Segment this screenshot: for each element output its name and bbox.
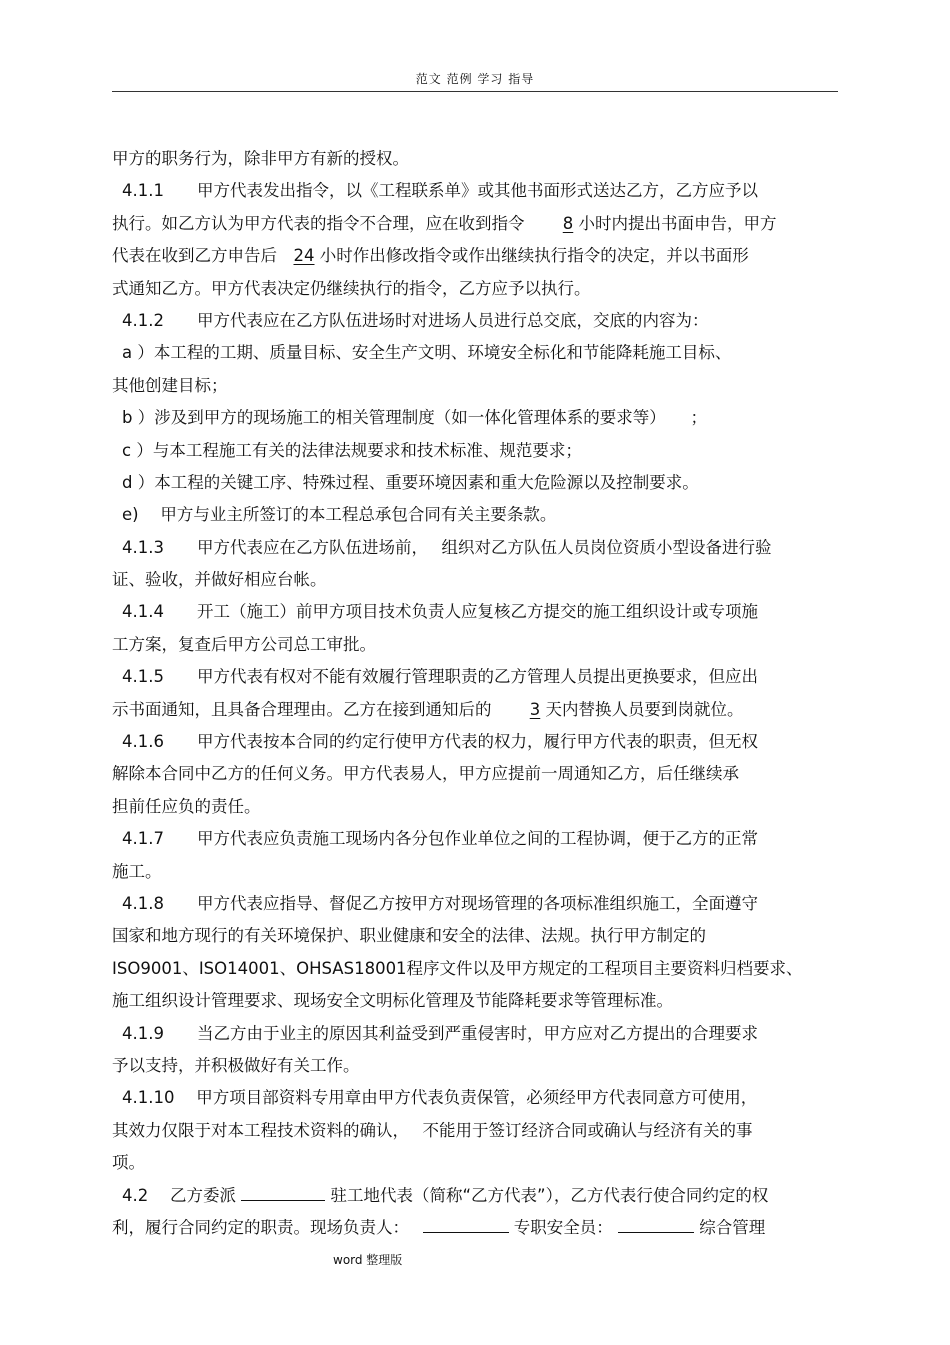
text-segment: 综合管理 — [694, 1217, 766, 1237]
text-segment: 予以支持，并积极做好有关工作。 — [112, 1055, 360, 1075]
text-segment: 式通知乙方。甲方代表决定仍继续执行的指令，乙方应予以执行。 — [112, 278, 591, 298]
text-segment: 证、验收，并做好相应台帐。 — [112, 570, 327, 590]
text-line — [112, 499, 840, 531]
text-segment: 其效力仅限于对本工程技术资料的确认， 不能用于签订经济合同或确认与经济有关的事 — [112, 1120, 753, 1140]
text-segment: b ）涉及到甲方的现场施工的相关管理制度（如一体化管理体系的要求等） ； — [122, 408, 707, 428]
page-footer: word 整理版 — [333, 1253, 403, 1267]
text-segment: 4.1.3 甲方代表应在乙方队伍进场前， 组织对乙方队伍人员岗位资质小型设备进行验 — [122, 537, 772, 557]
text-segment: 示书面通知，且具备合理理由。乙方在接到通知后的 — [112, 699, 530, 719]
text-segment: 甲方的职务行为，除非甲方有新的授权。 — [112, 149, 409, 168]
text-line — [112, 240, 840, 272]
text-segment: 4.1.5 甲方代表有权对不能有效履行管理职责的乙方管理人员提出更换要求，但应出 — [122, 667, 758, 687]
text-segment: 项。 — [112, 1153, 145, 1173]
text-line — [112, 823, 840, 855]
text-line — [112, 920, 840, 952]
fill-in-blank — [618, 1216, 694, 1233]
text-line — [112, 694, 840, 726]
text-segment: 4.1.6 甲方代表按本合同的约定行使甲方代表的权力，履行甲方代表的职责，但无权 — [122, 732, 758, 752]
text-segment: 国家和地方现行的有关环境保护、职业健康和安全的法律、法规。执行甲方制定的 — [112, 926, 706, 946]
text-line — [112, 175, 840, 207]
text-line — [112, 758, 840, 790]
text-segment: 4.1.4 开工（施工）前甲方项目技术负责人应复核乙方提交的施工组织设计或专项施 — [122, 602, 758, 622]
text-line — [112, 1212, 840, 1244]
text-segment: 小时作出修改指令或作出继续执行指令的决定，并以书面形 — [314, 246, 749, 266]
text-line — [112, 1018, 840, 1050]
text-segment: 4.2 乙方委派 — [122, 1185, 242, 1205]
text-segment: 工方案，复查后甲方公司总工审批。 — [112, 634, 376, 654]
text-line — [112, 273, 840, 305]
underlined-value: 3 — [529, 699, 541, 719]
text-line — [112, 791, 840, 823]
text-line — [112, 305, 840, 337]
text-line — [112, 370, 840, 402]
text-segment: 代表在收到乙方申告后 — [112, 246, 294, 266]
text-line — [112, 726, 840, 758]
text-line — [112, 1180, 840, 1212]
text-segment: 施工组织设计管理要求、现场安全文明标化管理及节能降耗要求等管理标准。 — [112, 991, 673, 1011]
text-line — [112, 208, 840, 240]
text-line — [112, 467, 840, 499]
text-line — [112, 402, 840, 434]
text-segment: 施工。 — [112, 861, 162, 881]
text-segment: d ）本工程的关键工序、特殊过程、重要环境因素和重大危险源以及控制要求。 — [122, 472, 699, 492]
text-line — [112, 1115, 840, 1147]
underlined-value: 8 — [562, 213, 574, 233]
text-segment: c ）与本工程施工有关的法律法规要求和技术标准、规范要求； — [122, 440, 582, 460]
text-line — [112, 953, 840, 985]
text-segment: 4.1.10 甲方项目部资料专用章由甲方代表负责保管，必须经甲方代表同意方可使用， — [122, 1088, 758, 1108]
text-line — [112, 629, 840, 661]
text-segment: 执行。如乙方认为甲方代表的指令不合理，应在收到指令 — [112, 213, 563, 233]
text-line — [112, 532, 840, 564]
text-segment: 其他创建目标； — [112, 375, 228, 395]
text-line — [112, 888, 840, 920]
text-line — [112, 985, 840, 1017]
text-segment: 解除本合同中乙方的任何义务。甲方代表易人，甲方应提前一周通知乙方，后任继续承 — [112, 764, 739, 784]
text-line — [112, 1147, 840, 1179]
text-line — [112, 596, 840, 628]
text-segment: e) 甲方与业主所签订的本工程总承包合同有关主要条款。 — [122, 505, 557, 525]
text-line — [112, 1082, 840, 1114]
text-segment: a ）本工程的工期、质量目标、安全生产文明、环境安全标化和节能降耗施工目标、 — [122, 343, 732, 363]
page-header: 范文 范例 学习 指导 — [415, 72, 535, 86]
text-line — [112, 1050, 840, 1082]
text-line — [112, 661, 840, 693]
text-segment: 4.1.2 甲方代表应在乙方队伍进场时对进场人员进行总交底，交底的内容为： — [122, 310, 709, 330]
text-segment: 担前任应负的责任。 — [112, 796, 261, 816]
text-segment: 利，履行合同约定的职责。现场负责人： — [112, 1217, 423, 1237]
document-body — [112, 143, 840, 1244]
fill-in-blank — [423, 1216, 509, 1233]
text-segment: ISO9001、ISO14001、OHSAS18001程序文件以及甲方规定的工程项目主要资料归档要求、 — [112, 958, 803, 978]
text-line — [112, 143, 840, 175]
header-rule — [112, 91, 838, 92]
text-segment: 4.1.8 甲方代表应指导、督促乙方按甲方对现场管理的各项标准组织施工，全面遵守 — [122, 893, 758, 913]
text-segment: 天内替换人员要到岗就位。 — [540, 699, 744, 719]
text-segment: 专职安全员： — [508, 1217, 618, 1237]
text-line — [112, 337, 840, 369]
text-line — [112, 856, 840, 888]
text-segment: 小时内提出书面申告，甲方 — [573, 213, 777, 233]
underlined-value: 24 — [293, 246, 315, 266]
text-line — [112, 435, 840, 467]
text-segment: 驻工地代表（简称“乙方代表”），乙方代表行使合同约定的权 — [325, 1185, 769, 1205]
text-segment: 4.1.7 甲方代表应负责施工现场内各分包作业单位之间的工程协调，便于乙方的正常 — [122, 829, 758, 849]
text-line — [112, 564, 840, 596]
text-segment: 4.1.9 当乙方由于业主的原因其利益受到严重侵害时，甲方应对乙方提出的合理要求 — [122, 1023, 758, 1043]
text-segment: 4.1.1 甲方代表发出指令，以《工程联系单》或其他书面形式送达乙方，乙方应予以 — [122, 181, 758, 201]
fill-in-blank — [241, 1184, 325, 1201]
